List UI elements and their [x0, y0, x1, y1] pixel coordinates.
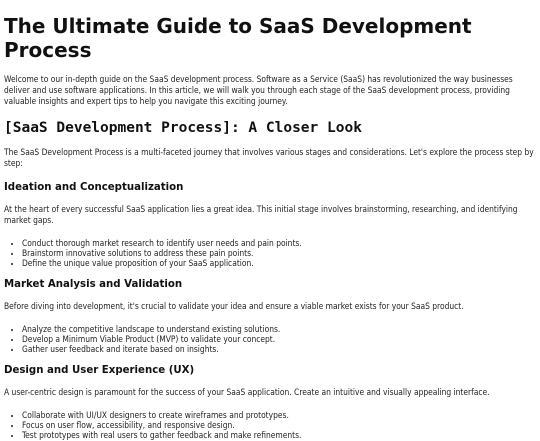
section-title: Ideation and Conceptualization — [4, 182, 184, 193]
article-page — [0, 14, 540, 440]
section-title: Market Analysis and Validation — [4, 279, 183, 290]
list-item: • Collaborate with UI/UX designers to create wireframes and prototypes. — [22, 410, 534, 420]
section-intro-paragraph: The SaaS Development Process is a multi-faceted journey that involves various stages and considerations. Let's explore the process step by step: — [4, 147, 534, 168]
section-design-ux — [4, 364, 534, 440]
section-paragraph: A user-centric design is paramount for the success of your SaaS application. Create an intuitive and visually appealing interface. — [4, 387, 490, 397]
article-title: The Ultimate Guide to SaaS Development Process — [4, 14, 472, 62]
bullet-list — [4, 238, 534, 268]
list-item: • Analyze the competitive landscape to understand existing solutions. — [22, 324, 534, 334]
section-heading: [SaaS Development Process]: A Closer Look — [4, 120, 362, 136]
section-paragraph: At the heart of every successful SaaS application lies a great idea. This initial stage involves brainstorming, researching, and identifying market gaps. — [4, 204, 518, 225]
section-title: Design and User Experience (UX) — [4, 365, 195, 376]
bullet-list — [4, 410, 534, 440]
list-item: • Test prototypes with real users to gather feedback and make refinements. — [22, 430, 534, 440]
list-item: • Develop a Minimum Viable Product (MVP) to validate your concept. — [22, 334, 534, 344]
section-market-analysis — [4, 278, 534, 354]
list-item: • Conduct thorough market research to identify user needs and pain points. — [22, 238, 534, 248]
list-item: • Focus on user flow, accessibility, and responsive design. — [22, 420, 534, 430]
section-paragraph: Before diving into development, it's crucial to validate your idea and ensure a viable market exists for your SaaS product. — [4, 301, 464, 311]
bullet-list — [4, 324, 534, 354]
list-item: • Brainstorm innovative solutions to address these pain points. — [22, 248, 534, 258]
section-ideation — [4, 181, 534, 268]
intro-paragraph: Welcome to our in-depth guide on the SaaS development process. Software as a Service (SaaS) has revolutionized the way businesses deliver and use software applications. In this article, we will walk you through each stage of the SaaS development process, providing valuable insights and expert tips to help you navigate this exciting journey. — [4, 74, 513, 106]
list-item: • Define the unique value proposition of your SaaS application. — [22, 258, 534, 268]
list-item: • Gather user feedback and iterate based on insights. — [22, 344, 534, 354]
